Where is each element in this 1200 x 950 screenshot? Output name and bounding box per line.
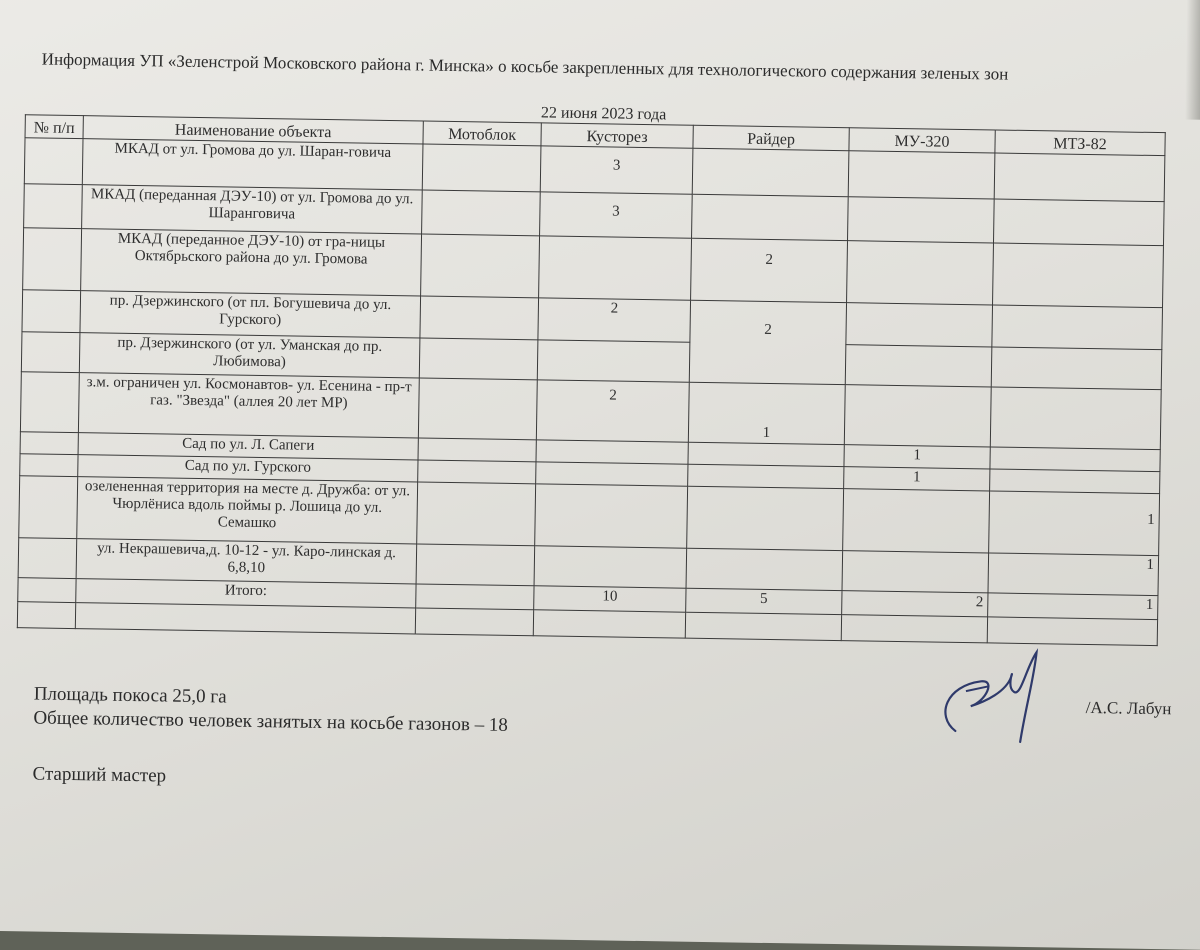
mowing-area: Площадь покоса 25,0 га [33,683,227,708]
mtz82-value: 1 [988,553,1159,596]
mowing-table [17,114,1166,646]
rider-value-merged: 2 [689,300,846,384]
rider-value: 2 [691,238,848,302]
kustorez-value: 3 [540,146,693,194]
workers-count: Общее количество человек занятых на косьбе газонов – 18 [33,707,509,736]
col-header-mu320: МУ-320 [849,128,995,153]
kustorez-value: 2 [538,298,691,342]
mu320-value: 1 [844,445,990,469]
object-name: з.м. ограничен ул. Космонавтов- ул. Есенина - пр-т газ. "Звезда" (аллея 20 лет МР) [78,373,419,438]
object-name: МКАД (переданная ДЭУ-10) от ул. Громова до ул. Шаранговича [82,185,423,234]
total-mu320: 2 [842,591,988,617]
totals-label: Итого: [76,579,416,608]
object-name: ул. Некрашевича,д. 10-12 - ул. Каро-линская д. 6,8,10 [76,539,417,584]
document-title: Информация УП «Зеленстрой Московского района г. Минска» о косьбе закрепленных для технологического содержания зеленых зон [41,49,1009,84]
object-name: озелененная территория на месте д. Дружба: от ул. Чюрлёниса вдоль поймы р. Лошица до ул. Семашко [77,477,418,544]
object-name: Сад по ул. Гурского [78,455,418,482]
kustorez-value: 3 [540,192,693,238]
signer-name: /А.С. Лабун [1085,697,1172,719]
object-name: Сад по ул. Л. Сапеги [78,433,418,460]
signer-position: Старший мастер [32,763,167,787]
col-header-object: Наименование объекта [83,116,423,144]
object-name: МКАД (переданное ДЭУ-10) от гра-ницы Октябрьского района до ул. Громова [81,229,422,296]
handwritten-signature [925,645,1067,747]
col-header-kustorez: Кусторез [541,123,693,148]
total-kustorez: 10 [534,586,686,612]
kustorez-value: 2 [536,380,689,442]
col-header-mtz82: МТЗ-82 [995,130,1165,156]
col-header-motoblok: Мотоблок [423,121,541,146]
object-name: пр. Дзержинского (от ул. Уманская до пр. Любимова) [79,333,420,378]
mu320-value: 1 [844,467,990,491]
col-header-rider: Райдер [693,125,849,150]
rider-value: 1 [688,382,845,444]
mtz82-value: 1 [989,491,1160,556]
col-header-number: № п/п [25,115,83,139]
total-mtz82: 1 [988,593,1158,620]
report-date: 22 июня 2023 года [540,104,667,124]
total-rider: 5 [686,588,842,614]
page-shadow [1185,0,1200,120]
object-name: МКАД от ул. Громова до ул. Шаран-говича [82,139,423,190]
object-name: пр. Дзержинского (от пл. Богушевича до ул. Гурского) [80,291,421,338]
